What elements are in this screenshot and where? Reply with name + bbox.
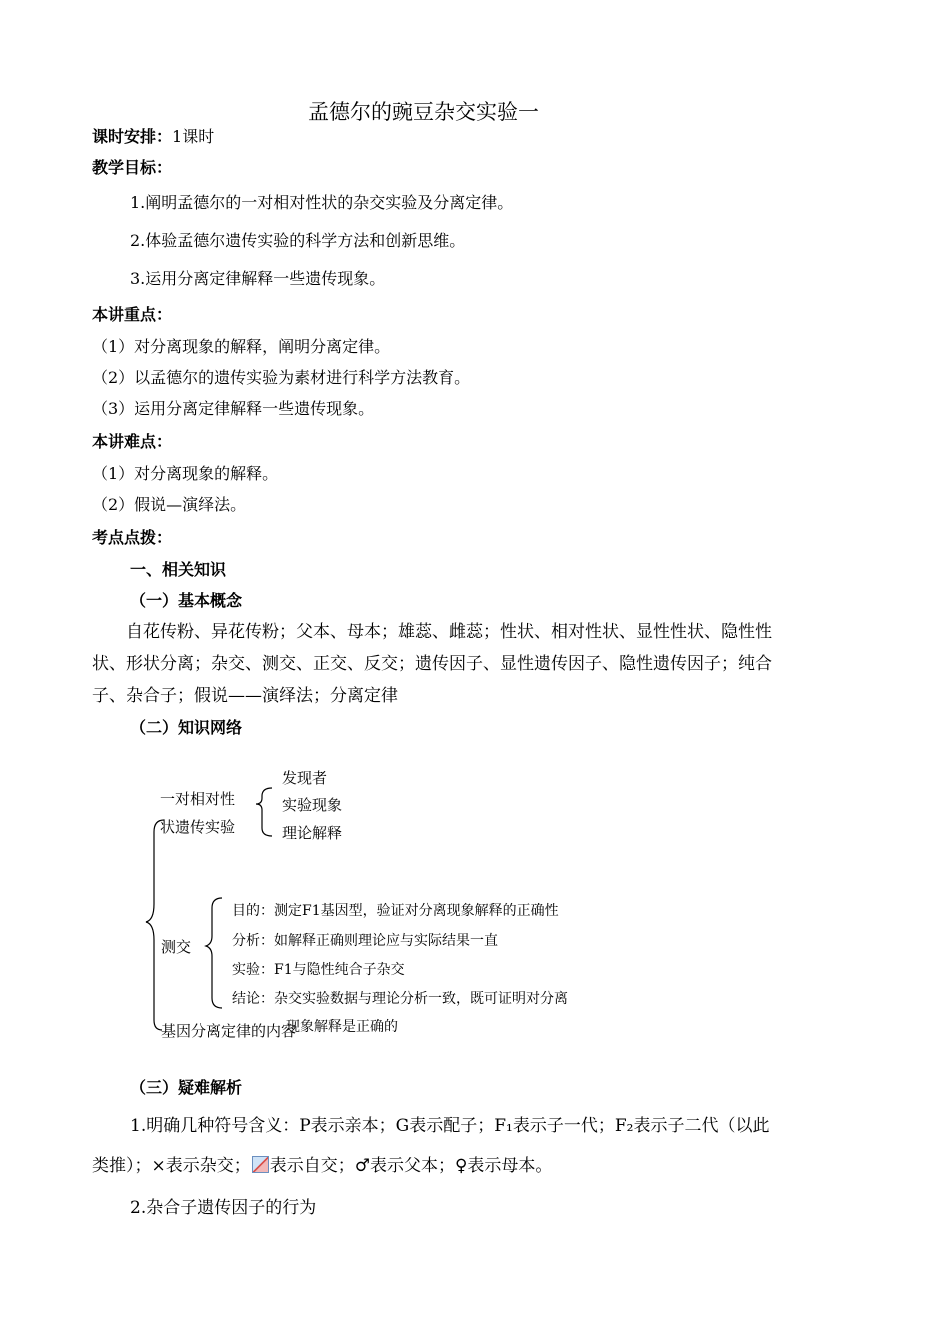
subsection-heading: （二）知识网络 (130, 718, 243, 737)
network-group2-label: 测交 (161, 938, 192, 956)
goal-item: 1.阐明孟德尔的一对相对性状的杂交实验及分离定律。 (130, 193, 514, 212)
difficulty-item: （2）假说—演绎法。 (92, 495, 247, 514)
subsection-heading: （三）疑难解析 (130, 1078, 243, 1097)
self-cross-icon (252, 1156, 269, 1173)
page-title: 孟德尔的豌豆杂交实验一 (308, 100, 539, 124)
network-item: 实验：F1与隐性纯合子杂交 (232, 962, 405, 978)
difficulties-heading: 本讲难点： (92, 432, 173, 451)
section-heading: 一、相关知识 (130, 560, 227, 579)
concepts-line: 状、形状分离；杂交、测交、正交、反交；遗传因子、显性遗传因子、隐性遗传因子；纯合 (92, 654, 772, 674)
analysis-item-cont (92, 1156, 552, 1176)
network-group1-label: 一对相对性 (160, 790, 236, 808)
difficulty-item: （1）对分离现象的解释。 (92, 464, 279, 483)
network-overflow-clip (286, 1015, 406, 1035)
goal-item: 2.体验孟德尔遗传实验的科学方法和创新思维。 (130, 231, 466, 250)
concepts-line: 自花传粉、异花传粉；父本、母本；雄蕊、雌蕊；性状、相对性状、显性性状、隐性性 (126, 622, 772, 642)
analysis-text: 类推）；×表示杂交； (92, 1156, 251, 1176)
network-item: 理论解释 (282, 824, 343, 842)
exam-points-heading: 考点点拨： (92, 528, 173, 547)
brace-group1 (256, 788, 272, 836)
key-points-heading: 本讲重点： (92, 305, 173, 324)
brace-group2 (206, 898, 222, 1008)
schedule-value: 1课时 (172, 127, 215, 146)
analysis-item: 2.杂合子遗传因子的行为 (130, 1198, 317, 1218)
concepts-line: 子、杂合子；假说——演绎法；分离定律 (92, 686, 398, 706)
analysis-item: 1.明确几种符号含义：P表示亲本；G表示配子；F₁表示子一代；F₂表示子二代（以此 (130, 1116, 770, 1136)
network-group1-label: 状遗传实验 (160, 818, 236, 836)
analysis-text: 表示自交；♂表示父本；♀表示母本。 (269, 1156, 553, 1176)
brace-main (146, 820, 164, 1030)
network-item: 实验现象 (282, 796, 343, 814)
schedule-label: 课时安排： (92, 127, 173, 146)
network-item: 发现者 (282, 769, 328, 787)
goal-item: 3.运用分离定律解释一些遗传现象。 (130, 269, 386, 288)
network-item: 目的：测定F1基因型，验证对分离现象解释的正确性 (232, 903, 559, 919)
network-item: 结论：杂交实验数据与理论分析一致，既可证明对分离 (232, 991, 568, 1007)
network-group3-label: 基因分离定律的内容 (161, 1022, 297, 1040)
key-point-item: （3）运用分离定律解释一些遗传现象。 (92, 399, 375, 418)
network-overflow-text: 现象解释是正确的 (286, 1019, 398, 1035)
key-point-item: （2）以孟德尔的遗传实验为素材进行科学方法教育。 (92, 368, 471, 387)
goals-heading: 教学目标： (92, 158, 173, 177)
key-point-item: （1）对分离现象的解释，阐明分离定律。 (92, 337, 391, 356)
network-item: 分析：如解释正确则理论应与实际结果一直 (232, 933, 498, 949)
subsection-heading: （一）基本概念 (130, 591, 243, 610)
